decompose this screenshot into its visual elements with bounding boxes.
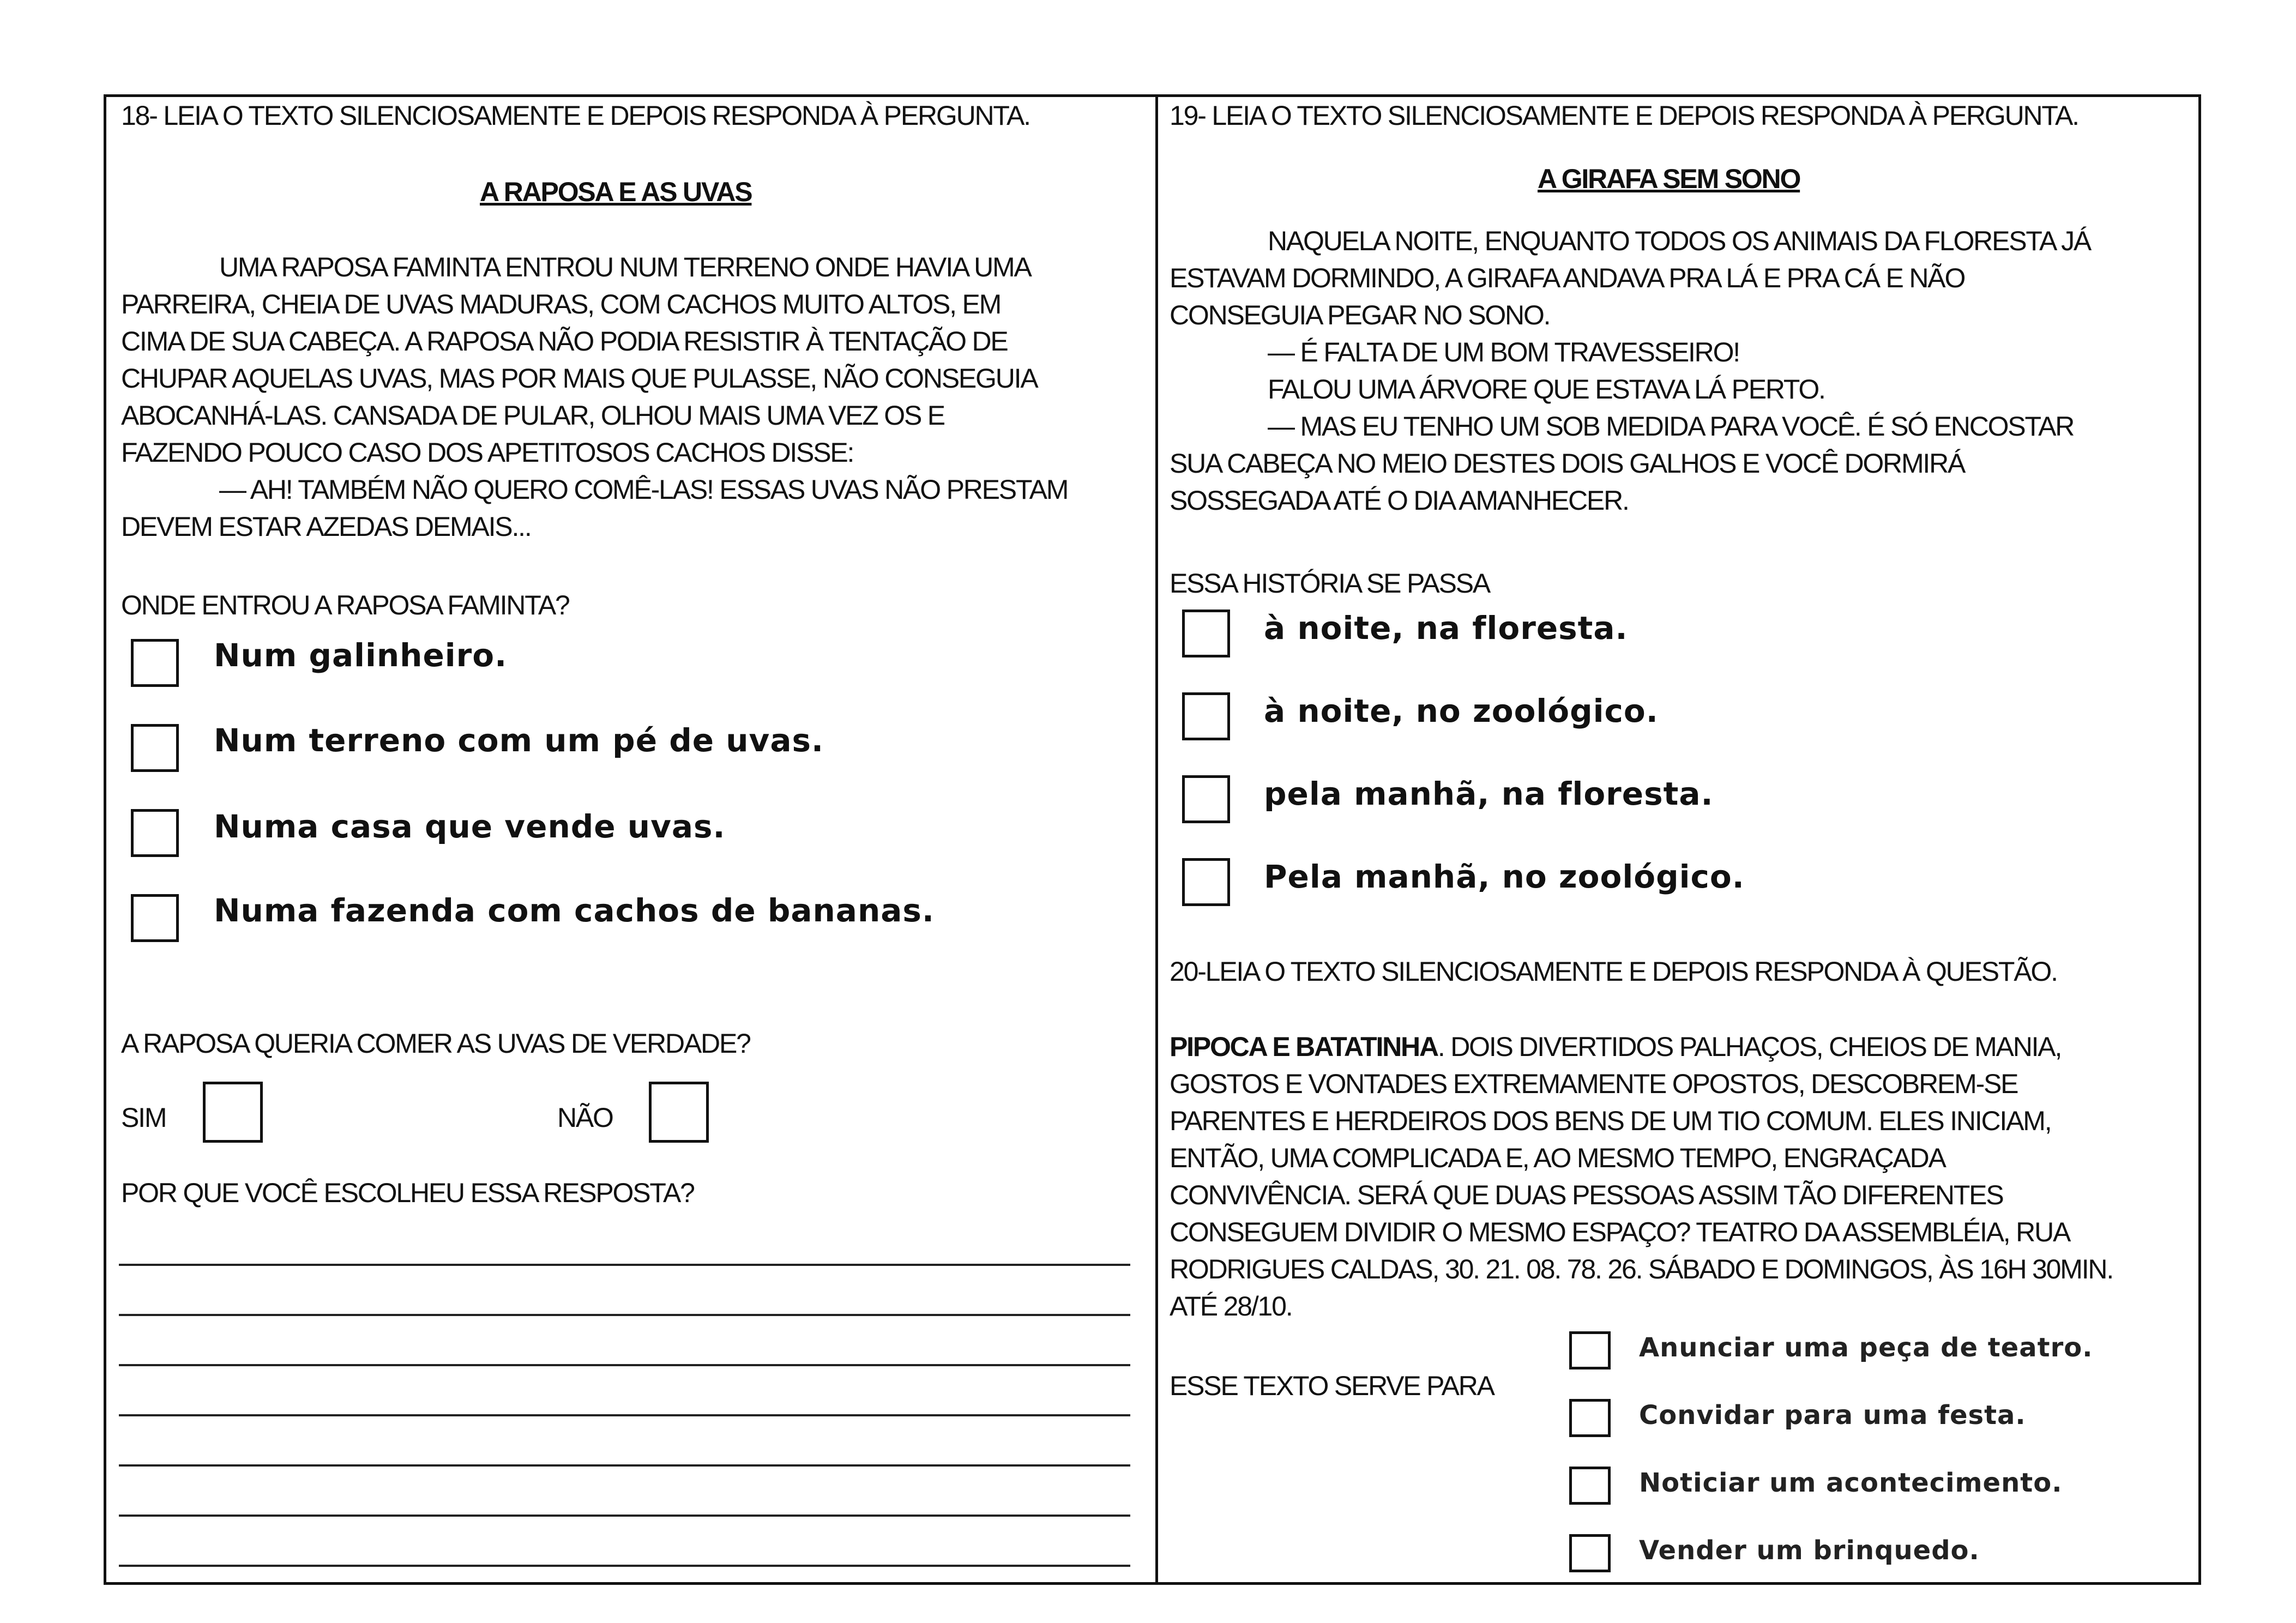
story-line: NAQUELA NOITE, ENQUANTO TODOS OS ANIMAIS DA FLORESTA JÁ xyxy=(1268,226,2091,256)
story-line: — MAS EU TENHO UM SOB MEDIDA PARA VOCÊ. É SÓ ENCOSTAR xyxy=(1268,411,2074,442)
q18-yes-checkbox[interactable] xyxy=(203,1082,263,1143)
q20-option-2-checkbox[interactable] xyxy=(1569,1399,1611,1437)
answer-line[interactable] xyxy=(119,1314,1130,1316)
q20-option-2-label: Convidar para uma festa. xyxy=(1639,1400,2026,1431)
q19-option-1-label: à noite, na floresta. xyxy=(1264,610,1628,647)
q18-option-1-label: Num galinheiro. xyxy=(214,637,508,674)
q19-option-1-checkbox[interactable] xyxy=(1182,610,1230,657)
q20-option-4-label: Vender um brinquedo. xyxy=(1639,1535,1980,1566)
story-line: CIMA DE SUA CABEÇA. A RAPOSA NÃO PODIA RESISTIR À TENTAÇÃO DE xyxy=(121,326,1008,357)
q18-no-checkbox[interactable] xyxy=(649,1082,709,1143)
q19-story xyxy=(1170,222,2090,519)
story-line: SOSSEGADA ATÉ O DIA AMANHECER. xyxy=(1170,485,1629,516)
q18-option-2-label: Num terreno com um pé de uvas. xyxy=(214,722,824,759)
text-line-rest: . DOIS DIVERTIDOS PALHAÇOS, CHEIOS DE MANIA, xyxy=(1437,1031,2062,1062)
answer-line[interactable] xyxy=(119,1264,1130,1266)
q19-option-2-checkbox[interactable] xyxy=(1182,692,1230,740)
text-line xyxy=(1170,1028,2113,1065)
q19-header: 19- LEIA O TEXTO SILENCIOSAMENTE E DEPOIS RESPONDA À PERGUNTA. xyxy=(1170,100,2078,131)
q18-yes-label: SIM xyxy=(121,1102,166,1133)
story-line: DEVEM ESTAR AZEDAS DEMAIS... xyxy=(121,511,531,542)
answer-line[interactable] xyxy=(119,1565,1130,1567)
answer-line[interactable] xyxy=(119,1515,1130,1517)
q19-option-4-checkbox[interactable] xyxy=(1182,858,1230,906)
q20-option-3-checkbox[interactable] xyxy=(1569,1467,1611,1505)
q20-question: ESSE TEXTO SERVE PARA xyxy=(1170,1371,1494,1401)
q18-no-label: NÃO xyxy=(557,1102,613,1133)
q19-title: A GIRAFA SEM SONO xyxy=(1538,164,1800,194)
q18-option-4-checkbox[interactable] xyxy=(131,894,179,942)
q18-question-3: POR QUE VOCÊ ESCOLHEU ESSA RESPOSTA? xyxy=(121,1178,694,1208)
q20-text xyxy=(1170,1028,2113,1325)
text-line: PARENTES E HERDEIROS DOS BENS DE UM TIO COMUM. ELES INICIAM, xyxy=(1170,1106,2051,1136)
q20-header: 20-LEIA O TEXTO SILENCIOSAMENTE E DEPOIS RESPONDA À QUESTÃO. xyxy=(1170,956,2057,987)
story-line: FAZENDO POUCO CASO DOS APETITOSOS CACHOS DISSE: xyxy=(121,437,854,468)
answer-line[interactable] xyxy=(119,1464,1130,1467)
q18-option-4-label: Numa fazenda com cachos de bananas. xyxy=(214,892,935,929)
answer-line[interactable] xyxy=(119,1364,1130,1366)
story-line: — AH! TAMBÉM NÃO QUERO COMÊ-LAS! ESSAS UVAS NÃO PRESTAM xyxy=(219,474,1068,505)
story-line: ESTAVAM DORMINDO, A GIRAFA ANDAVA PRA LÁ E PRA CÁ E NÃO xyxy=(1170,263,1965,293)
q20-option-1-checkbox[interactable] xyxy=(1569,1331,1611,1369)
q18-title: A RAPOSA E AS UVAS xyxy=(480,177,752,207)
text-line: ATÉ 28/10. xyxy=(1170,1291,1292,1322)
q20-bold-lead: PIPOCA E BATATINHA xyxy=(1170,1031,1438,1062)
story-line: CHUPAR AQUELAS UVAS, MAS POR MAIS QUE PULASSE, NÃO CONSEGUIA xyxy=(121,363,1038,394)
q18-header: 18- LEIA O TEXTO SILENCIOSAMENTE E DEPOIS RESPONDA À PERGUNTA. xyxy=(121,100,1030,131)
q18-question-1: ONDE ENTROU A RAPOSA FAMINTA? xyxy=(121,590,569,620)
q18-story xyxy=(121,249,1068,545)
answer-line[interactable] xyxy=(119,1414,1130,1416)
column-divider xyxy=(1155,97,1158,1582)
q20-option-3-label: Noticiar um acontecimento. xyxy=(1639,1468,2063,1498)
q19-option-4-label: Pela manhã, no zoológico. xyxy=(1264,858,1745,895)
text-line: CONVIVÊNCIA. SERÁ QUE DUAS PESSOAS ASSIM TÃO DIFERENTES xyxy=(1170,1180,2003,1210)
story-line: CONSEGUIA PEGAR NO SONO. xyxy=(1170,300,1550,330)
story-line: UMA RAPOSA FAMINTA ENTROU NUM TERRENO ONDE HAVIA UMA xyxy=(219,252,1031,282)
text-line: CONSEGUEM DIVIDIR O MESMO ESPAÇO? TEATRO DA ASSEMBLÉIA, RUA xyxy=(1170,1217,2070,1247)
q20-option-4-checkbox[interactable] xyxy=(1569,1534,1611,1572)
text-line: RODRIGUES CALDAS, 30. 21. 08. 78. 26. SÁBADO E DOMINGOS, ÀS 16H 30MIN. xyxy=(1170,1254,2113,1284)
q19-option-2-label: à noite, no zoológico. xyxy=(1264,692,1659,729)
q20-option-1-label: Anunciar uma peça de teatro. xyxy=(1639,1332,2093,1363)
q18-option-3-checkbox[interactable] xyxy=(131,809,179,857)
q19-option-3-label: pela manhã, na floresta. xyxy=(1264,775,1714,812)
story-line: ABOCANHÁ-LAS. CANSADA DE PULAR, OLHOU MAIS UMA VEZ OS E xyxy=(121,400,944,431)
q18-option-1-checkbox[interactable] xyxy=(131,639,179,687)
q18-option-3-label: Numa casa que vende uvas. xyxy=(214,808,726,845)
text-line: ENTÃO, UMA COMPLICADA E, AO MESMO TEMPO, ENGRAÇADA xyxy=(1170,1143,1945,1173)
q19-option-3-checkbox[interactable] xyxy=(1182,775,1230,823)
q18-option-2-checkbox[interactable] xyxy=(131,724,179,772)
q19-question: ESSA HISTÓRIA SE PASSA xyxy=(1170,568,1490,599)
text-line: GOSTOS E VONTADES EXTREMAMENTE OPOSTOS, DESCOBREM-SE xyxy=(1170,1069,2018,1099)
story-line: FALOU UMA ÁRVORE QUE ESTAVA LÁ PERTO. xyxy=(1268,374,1825,405)
story-line: — É FALTA DE UM BOM TRAVESSEIRO! xyxy=(1268,337,1739,367)
story-line: PARREIRA, CHEIA DE UVAS MADURAS, COM CACHOS MUITO ALTOS, EM xyxy=(121,289,1001,319)
story-line: SUA CABEÇA NO MEIO DESTES DOIS GALHOS E VOCÊ DORMIRÁ xyxy=(1170,448,1965,479)
q18-question-2: A RAPOSA QUERIA COMER AS UVAS DE VERDADE? xyxy=(121,1028,750,1059)
